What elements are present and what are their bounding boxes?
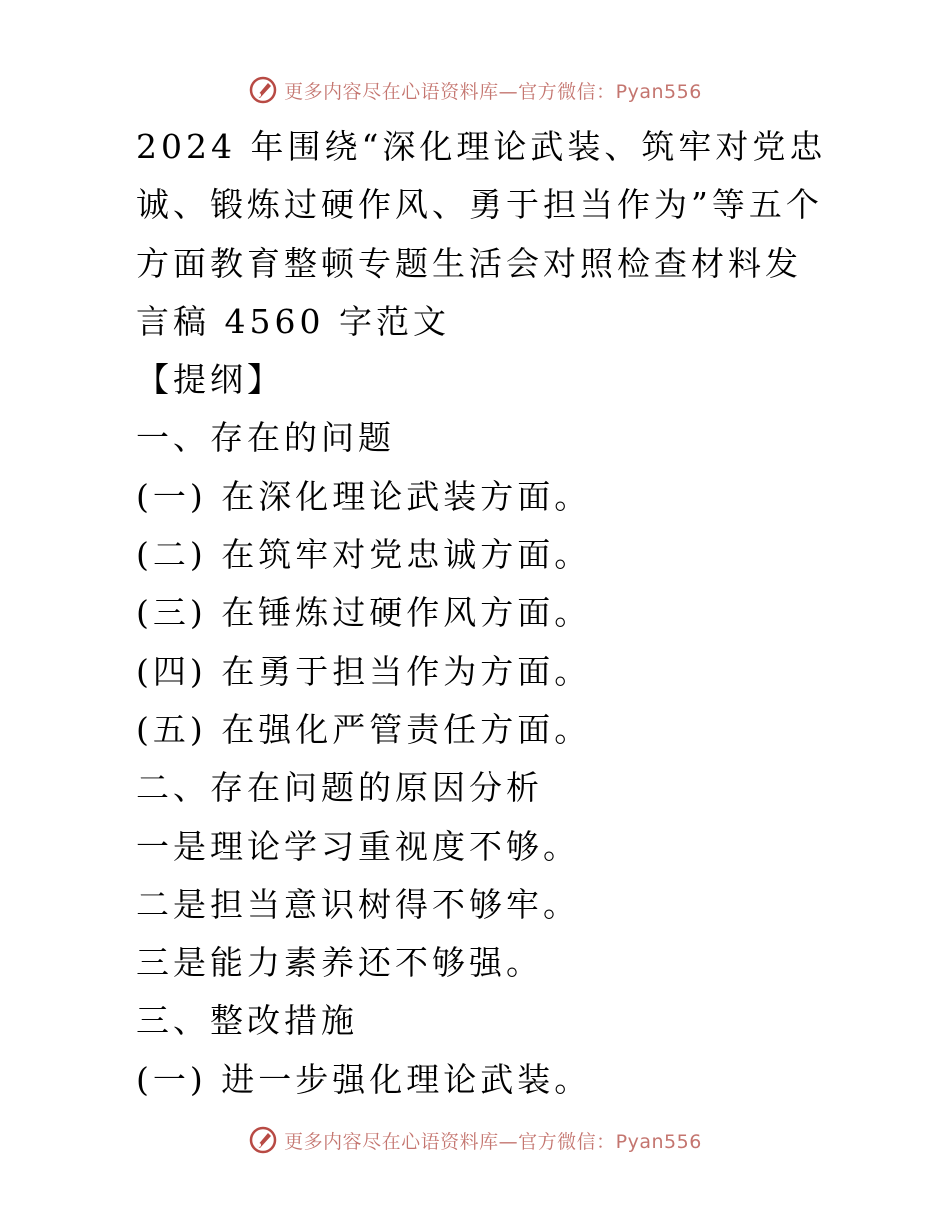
logo-pen-icon <box>248 75 278 105</box>
footer-banner <box>0 1122 950 1158</box>
outline-item: (一) 进一步强化理论武装。 <box>136 1059 592 1099</box>
outline-item: (五) 在强化严管责任方面。 <box>136 709 592 749</box>
outline-item: (四) 在勇于担当作为方面。 <box>136 651 592 691</box>
outline-item: 三是能力素养还不够强。 <box>136 943 543 983</box>
outline-item: 一、存在的问题 <box>136 418 395 458</box>
outline-heading: 【提纲】 <box>136 360 284 400</box>
header-banner <box>0 72 950 108</box>
outline-item: 三、整改措施 <box>136 1001 358 1041</box>
document-body <box>136 118 836 1109</box>
title-line-4: 言稿 4560 字范文 <box>136 301 450 341</box>
banner-text: 更多内容尽在心语资料库—官方微信：Pyan556 <box>284 80 702 103</box>
outline-item: 一是理论学习重视度不够。 <box>136 826 580 866</box>
title-line-2: 诚、锻炼过硬作风、勇于担当作为”等五个 <box>136 185 823 225</box>
banner-text: 更多内容尽在心语资料库—官方微信：Pyan556 <box>284 1130 702 1153</box>
outline-item: (二) 在筑牢对党忠诚方面。 <box>136 535 592 575</box>
outline-item: (三) 在锤炼过硬作风方面。 <box>136 593 592 633</box>
title-line-1: 2024 年围绕“深化理论武装、筑牢对党忠 <box>136 127 827 166</box>
title-line-3: 方面教育整顿专题生活会对照检查材料发 <box>136 243 802 283</box>
outline-item: 二、存在问题的原因分析 <box>136 768 543 808</box>
logo-pen-icon <box>248 1125 278 1155</box>
outline-item: (一) 在深化理论武装方面。 <box>136 476 592 516</box>
outline-item: 二是担当意识树得不够牢。 <box>136 884 580 924</box>
